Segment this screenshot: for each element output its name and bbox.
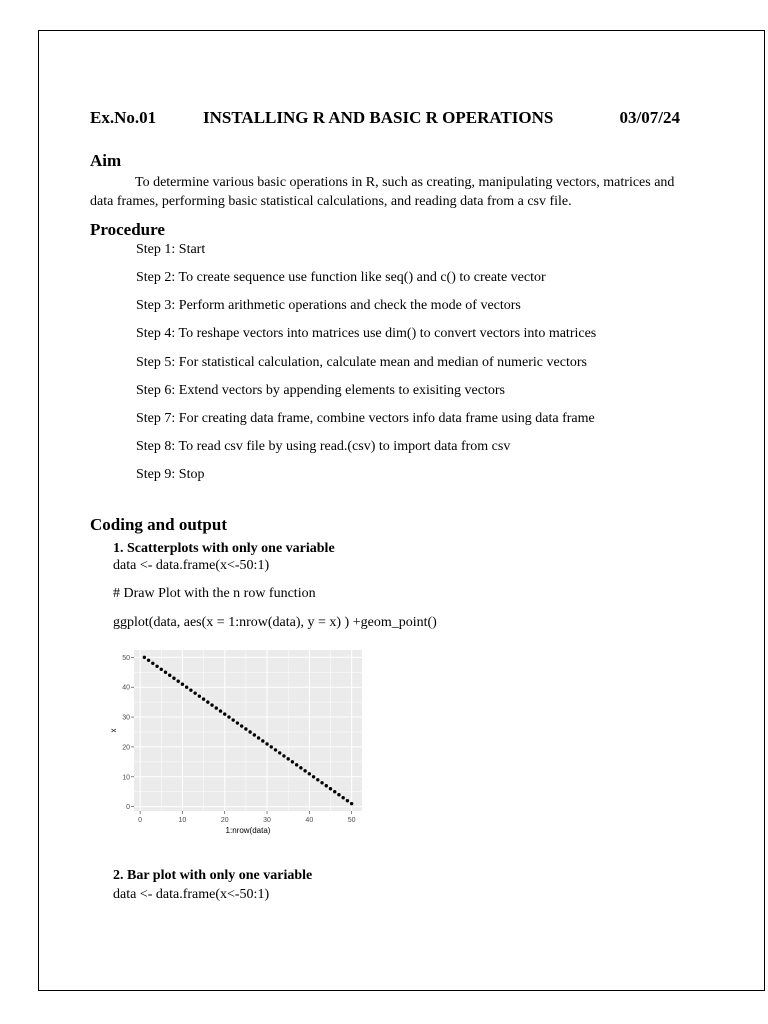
data-point — [227, 715, 230, 718]
data-point — [147, 659, 150, 662]
y-tick-label: 30 — [122, 714, 130, 722]
data-point — [329, 787, 332, 790]
aim-text: To determine various basic operations in R, such as creating, manipulating vectors, matrices and data frames, performing basic statistical calculations, and reading data from a csv file. — [90, 175, 675, 209]
data-point — [265, 742, 268, 745]
data-point — [286, 757, 289, 760]
data-point — [219, 709, 222, 712]
procedure-step: Step 5: For statistical calculation, calculate mean and median of numeric vectors — [136, 355, 587, 370]
data-point — [295, 763, 298, 766]
code-line: data <- data.frame(x<-50:1) — [113, 887, 270, 902]
data-point — [193, 691, 196, 694]
exercise-title: INSTALLING R AND BASIC R OPERATIONS — [203, 108, 554, 127]
data-point — [181, 683, 184, 686]
plot-panel — [134, 650, 362, 811]
data-point — [253, 733, 256, 736]
aim-heading: Aim — [90, 151, 122, 170]
procedure-heading: Procedure — [90, 220, 165, 239]
exercise-number: Ex.No.01 — [90, 108, 157, 127]
document-header — [90, 108, 680, 132]
code-line: data <- data.frame(x<-50:1) — [113, 558, 270, 573]
data-point — [248, 730, 251, 733]
data-point — [316, 778, 319, 781]
data-point — [172, 677, 175, 680]
data-point — [299, 766, 302, 769]
coding-heading: Coding and output — [90, 515, 228, 534]
y-tick-label: 20 — [122, 744, 130, 752]
y-tick-label: 40 — [122, 684, 130, 692]
x-tick-label: 0 — [138, 817, 143, 824]
data-point — [155, 665, 158, 668]
procedure-step: Step 7: For creating data frame, combine vectors info data frame using data frame — [136, 411, 595, 426]
data-point — [215, 706, 218, 709]
data-point — [151, 662, 154, 665]
data-point — [333, 790, 336, 793]
y-tick-label: 0 — [126, 804, 130, 812]
procedure-step: Step 3: Perform arithmetic operations and check the mode of vectors — [136, 298, 521, 313]
data-point — [350, 802, 353, 805]
procedure-step: Step 8: To read csv file by using read.(csv) to import data from csv — [136, 439, 511, 454]
x-tick-label: 50 — [347, 817, 356, 824]
data-point — [185, 685, 188, 688]
code-line: ggplot(data, aes(x = 1:nrow(data), y = x) ) +geom_point() — [113, 615, 437, 630]
data-point — [210, 703, 213, 706]
data-point — [337, 793, 340, 796]
data-point — [206, 700, 209, 703]
procedure-step: Step 6: Extend vectors by appending elements to exisiting vectors — [136, 383, 505, 398]
data-point — [261, 739, 264, 742]
data-point — [177, 680, 180, 683]
procedure-step: Step 1: Start — [136, 242, 206, 257]
data-point — [189, 688, 192, 691]
data-point — [240, 724, 243, 727]
item1-title: 1. Scatterplots with only one variable — [113, 541, 335, 556]
procedure-step: Step 2: To create sequence use function like seq() and c() to create vector — [136, 270, 546, 285]
data-point — [312, 775, 315, 778]
data-point — [308, 772, 311, 775]
scatter-chart — [109, 645, 364, 837]
data-point — [223, 712, 226, 715]
data-point — [231, 718, 234, 721]
data-point — [143, 656, 146, 659]
procedure-step: Step 4: To reshape vectors into matrices use dim() to convert vectors into matrices — [136, 326, 597, 341]
data-point — [202, 697, 205, 700]
y-tick-label: 10 — [122, 774, 130, 782]
x-tick-label: 20 — [220, 817, 229, 824]
data-point — [341, 796, 344, 799]
data-point — [160, 668, 163, 671]
x-axis-label: 1:nrow(data) — [225, 826, 271, 835]
procedure-step: Step 9: Stop — [136, 467, 205, 482]
data-point — [346, 799, 349, 802]
y-axis-label: x — [109, 728, 118, 733]
data-point — [278, 751, 281, 754]
data-point — [198, 694, 201, 697]
code-line: # Draw Plot with the n row function — [113, 586, 316, 601]
data-point — [257, 736, 260, 739]
data-point — [325, 784, 328, 787]
data-point — [164, 671, 167, 674]
data-point — [236, 721, 239, 724]
x-tick-label: 10 — [178, 817, 187, 824]
y-tick-label: 50 — [122, 654, 130, 662]
data-point — [244, 727, 247, 730]
data-point — [270, 745, 273, 748]
exercise-date: 03/07/24 — [619, 108, 680, 127]
data-point — [282, 754, 285, 757]
data-point — [168, 674, 171, 677]
data-point — [291, 760, 294, 763]
item2-title: 2. Bar plot with only one variable — [113, 868, 313, 883]
data-point — [274, 748, 277, 751]
x-tick-label: 40 — [305, 817, 314, 824]
data-point — [303, 769, 306, 772]
data-point — [320, 781, 323, 784]
x-tick-label: 30 — [263, 817, 271, 824]
